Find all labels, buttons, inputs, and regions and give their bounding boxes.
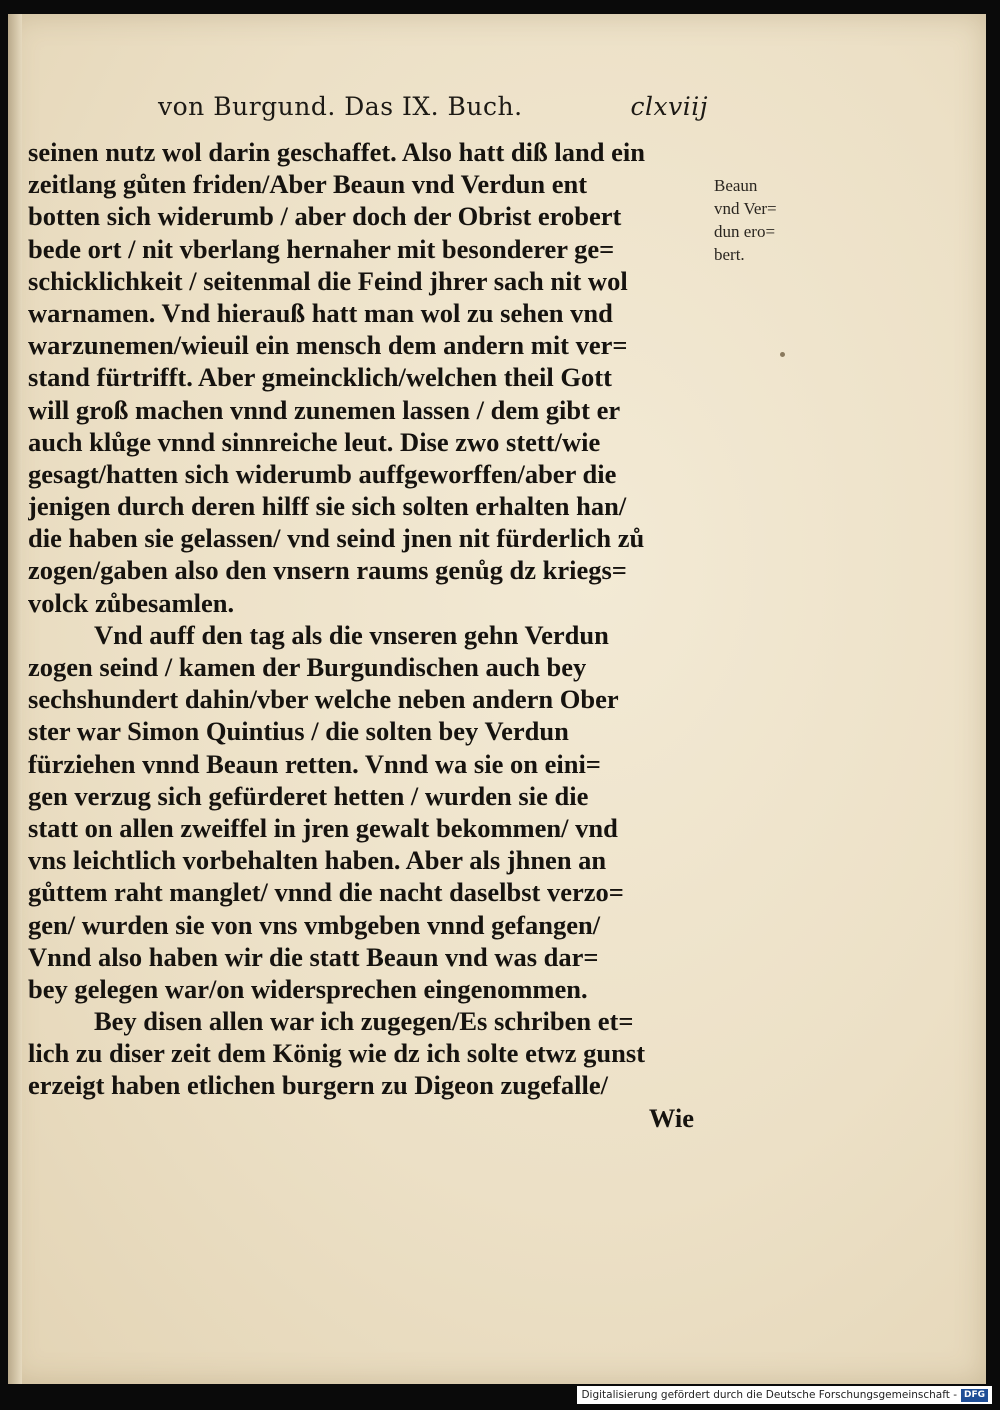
text-line: gůttem raht manglet/ vnnd die nacht daselbst verzo= bbox=[28, 877, 624, 908]
text-line: botten sich widerumb / aber doch der Obrist erobert bbox=[28, 201, 622, 232]
dfg-logo-icon: DFG bbox=[961, 1389, 988, 1402]
text-line: jenigen durch deren hilff sie sich solten erhalten han/ bbox=[28, 491, 627, 522]
text-line: schicklichkeit / seitenmal die Feind jhrer sach nit wol bbox=[28, 265, 628, 296]
text-line: gesagt/hatten sich widerumb auffgeworffen/aber die bbox=[28, 458, 617, 489]
margin-note-line: Beaun bbox=[714, 176, 758, 195]
running-head-title: von Burgund. Das IX. Buch. bbox=[158, 92, 523, 121]
text-line: seinen nutz wol darin geschaffet. Also hatt diß land ein bbox=[28, 137, 645, 167]
text-line: die haben sie gelassen/ vnd seind jnen nit fürderlich zů bbox=[28, 523, 645, 554]
body-text bbox=[28, 136, 700, 1134]
text-line: gen verzug sich gefürderet hetten / wurden sie die bbox=[28, 780, 589, 811]
running-head bbox=[158, 92, 708, 132]
text-line: zogen seind / kamen der Burgundischen auch bey bbox=[28, 652, 587, 682]
page-gutter bbox=[8, 14, 22, 1384]
text-line: fürziehen vnnd Beaun retten. Vnnd wa sie on eini= bbox=[28, 748, 601, 779]
margin-note-line: dun ero= bbox=[714, 222, 776, 241]
text-line: ster war Simon Quintius / die solten bey Verdun bbox=[28, 716, 569, 747]
text-line: lich zu diser zeit dem König wie dz ich solte etwz gunst bbox=[28, 1038, 646, 1069]
text-line: volck zůbesamlen. bbox=[28, 587, 235, 618]
text-line: bede ort / nit vberlang hernaher mit besonderer ge= bbox=[28, 233, 615, 264]
catchword: Wie bbox=[648, 1102, 694, 1133]
paragraph-start-line: Bey disen allen war ich zugegen/Es schriben et= bbox=[94, 1006, 634, 1037]
text-line: bey gelegen war/on widersprechen eingenommen. bbox=[28, 973, 588, 1004]
book-page bbox=[8, 14, 986, 1384]
funding-footer bbox=[577, 1386, 992, 1404]
text-line: Vnnd also haben wir die statt Beaun vnd was dar= bbox=[28, 941, 599, 972]
text-line: erzeigt haben etlichen burgern zu Digeon zugefalle/ bbox=[28, 1070, 608, 1101]
text-line: auch klůge vnnd sinnreiche leut. Dise zwo stett/wie bbox=[28, 426, 601, 457]
folio-number: clxviij bbox=[630, 92, 708, 121]
margin-note-line: vnd Ver= bbox=[714, 199, 777, 218]
text-line: will groß machen vnnd zunemen lassen / dem gibt er bbox=[28, 394, 621, 425]
text-line: sechshundert dahin/vber welche neben andern Ober bbox=[28, 684, 619, 715]
text-line: stand fürtrifft. Aber gmeincklich/welchen theil Gott bbox=[28, 362, 612, 393]
text-line: zogen/gaben also den vnsern raums genůg dz kriegs= bbox=[28, 555, 627, 586]
margin-note bbox=[714, 174, 834, 266]
funding-text: Digitalisierung gefördert durch die Deutsche Forschungsgemeinschaft - bbox=[581, 1389, 957, 1401]
text-line: gen/ wurden sie von vns vmbgeben vnnd gefangen/ bbox=[28, 909, 601, 940]
text-line: warzunemen/wieuil ein mensch dem andern mit ver= bbox=[28, 330, 628, 361]
text-line: zeitlang gůten friden/Aber Beaun vnd Verdun ent bbox=[28, 169, 588, 200]
paragraph-start-line: Vnd auff den tag als die vnseren gehn Verdun bbox=[94, 619, 609, 650]
text-line: statt on allen zweiffel in jren gewalt bekommen/ vnd bbox=[28, 812, 618, 843]
text-line: vns leichtlich vorbehalten haben. Aber als jhnen an bbox=[28, 845, 607, 876]
margin-note-line: bert. bbox=[714, 245, 745, 264]
text-line: warnamen. Vnd hierauß hatt man wol zu sehen vnd bbox=[28, 297, 613, 328]
ink-dot bbox=[780, 352, 785, 357]
